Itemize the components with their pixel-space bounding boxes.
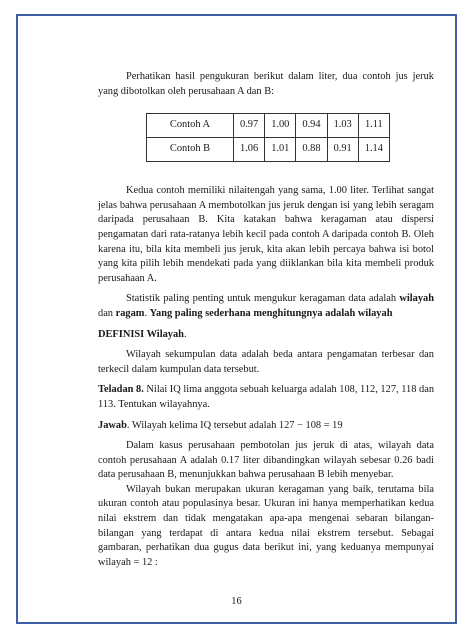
bold-sentence: Yang paling sederhana menghitungnya adalah wilayah bbox=[149, 307, 393, 319]
table-cell: 1.14 bbox=[358, 138, 389, 162]
definition-title: DEFINISI Wilayah bbox=[98, 328, 184, 340]
text-span: Statistik paling penting untuk mengukur keragaman data adalah bbox=[126, 293, 400, 305]
paragraph-range-comparison: Dalam kasus perusahaan pembotolan jus jeruk di atas, wilayah data contoh perusahaan A adalah 0.17 liter dibandingkan wilayah sebesar 0.26 badi data perusahaan B, menunjukkan bahwa perusahaan B lebih menyebar. bbox=[98, 440, 434, 481]
table-cell: 1.06 bbox=[234, 138, 265, 162]
text-span: . Wilayah kelima IQ tersebut adalah 127 − 108 = 19 bbox=[126, 419, 343, 431]
answer-label: Jawab bbox=[98, 419, 127, 431]
table-cell: 0.97 bbox=[234, 114, 265, 138]
example-paragraph bbox=[98, 383, 434, 412]
paragraph-comparison: Kedua contoh memiliki nilaitengah yang sama, 1.00 liter. Terlihat sangat jelas bahwa perusahaan A membotolkan jus jeruk dengan isi yang lebih seragam daripada perusahaan B. Kita katakan bahwa keragaman atau dispersi pengamatan dari rata-ratanya lebih kecil pada contoh A daripada contoh B. Oleh karena itu, bila kita membeli jus jeruk, kita akan lebih percaya bahwa isi botol yang kita pilih lebih mendekati pada yang diiklankan bila kita membeli produk perusahaan A. bbox=[98, 185, 434, 284]
paragraph-range-limitation: Wilayah bukan merupakan ukuran keragaman yang baik, terutama bila ukuran contoh atau populasinya besar. Ukuran ini hanya memperhatikan kedua nilai ekstrem dan tidak mengatakan apa-apa mengenai sebaran bilangan-bilangan yang terdapat di antara kedua nilai ekstrem tersebut. Sebagai gambaran, perhatikan dua gugus data berikut ini, yang keduanya mempunyai wilayah = 12 : bbox=[98, 483, 434, 568]
table-cell: 0.91 bbox=[327, 138, 358, 162]
intro-paragraph: Perhatikan hasil pengukuran berikut dalam liter, dua contoh jus jeruk yang dibotolkan oleh perusahaan A dan B: bbox=[98, 71, 434, 97]
paragraph-statistics bbox=[98, 292, 434, 321]
row-label: Contoh B bbox=[147, 138, 234, 162]
definition-text: Wilayah sekumpulan data adalah beda antara pengamatan terbesar dan terkecil dalam kumpulan data tersebut. bbox=[98, 349, 434, 375]
answer-paragraph bbox=[98, 419, 434, 434]
page-content bbox=[98, 70, 434, 570]
table-cell: 1.11 bbox=[358, 114, 389, 138]
text-span: dan bbox=[98, 307, 116, 319]
bold-term-ragam: ragam bbox=[115, 307, 145, 319]
table-row bbox=[147, 138, 390, 162]
text-span: Nilai IQ lima anggota sebuah keluarga adalah 108, 112, 127, 118 dan 113. Tentukan wilayahnya. bbox=[98, 384, 435, 410]
table-cell: 1.00 bbox=[265, 114, 296, 138]
table-cell: 0.94 bbox=[296, 114, 327, 138]
page-number: 16 bbox=[231, 596, 242, 607]
row-label: Contoh A bbox=[147, 114, 234, 138]
definition-heading bbox=[98, 328, 434, 343]
table-cell: 0.88 bbox=[296, 138, 327, 162]
example-label: Teladan 8. bbox=[98, 384, 144, 396]
text-span: . bbox=[144, 307, 150, 319]
table-cell: 1.03 bbox=[327, 114, 358, 138]
table-row bbox=[147, 114, 390, 138]
text-span: . bbox=[183, 328, 187, 340]
page-frame bbox=[16, 14, 457, 624]
table-cell: 1.01 bbox=[265, 138, 296, 162]
bold-term-wilayah: wilayah bbox=[399, 293, 434, 305]
juice-sample-table bbox=[146, 113, 390, 162]
